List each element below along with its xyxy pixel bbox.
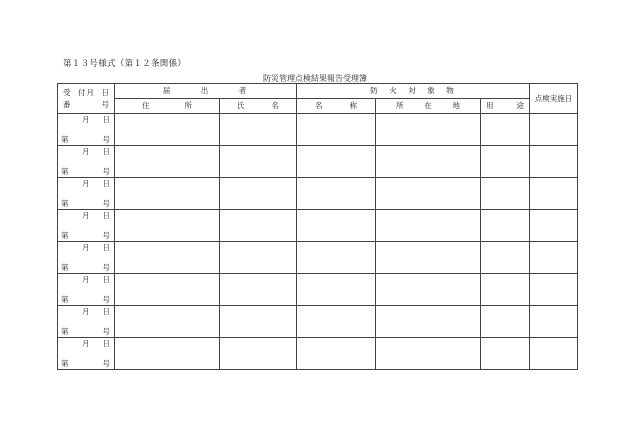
facility-name-cell[interactable] bbox=[297, 210, 376, 242]
reception-header-date: 月 日 bbox=[86, 88, 109, 97]
address-header: 住 所 bbox=[115, 99, 220, 114]
table-row bbox=[58, 114, 578, 146]
use-cell[interactable] bbox=[481, 306, 530, 338]
reception-date-cell: 月 日 第 号 bbox=[58, 306, 115, 338]
location-cell[interactable] bbox=[376, 114, 481, 146]
address-cell[interactable] bbox=[115, 274, 220, 306]
location-cell[interactable] bbox=[376, 210, 481, 242]
name-cell[interactable] bbox=[220, 146, 297, 178]
table-row bbox=[58, 146, 578, 178]
address-cell[interactable] bbox=[115, 178, 220, 210]
name-cell[interactable] bbox=[220, 274, 297, 306]
facility-name-cell[interactable] bbox=[297, 338, 376, 370]
facility-name-cell[interactable] bbox=[297, 242, 376, 274]
table-row bbox=[58, 210, 578, 242]
location-header: 所 在 地 bbox=[376, 99, 481, 114]
name-cell[interactable] bbox=[220, 306, 297, 338]
name-cell[interactable] bbox=[220, 114, 297, 146]
table-row bbox=[58, 338, 578, 370]
document-title: 防災管理点検結果報告受理簿 bbox=[263, 74, 367, 83]
name-cell[interactable] bbox=[220, 242, 297, 274]
reception-header-go: 号 bbox=[101, 99, 109, 109]
name-cell[interactable] bbox=[220, 338, 297, 370]
reception-date-cell: 月 日 第 号 bbox=[58, 242, 115, 274]
reception-header-number: 番 bbox=[63, 99, 71, 109]
use-cell[interactable] bbox=[481, 178, 530, 210]
inspection-date-cell[interactable] bbox=[530, 306, 578, 338]
address-cell[interactable] bbox=[115, 338, 220, 370]
table-row bbox=[58, 274, 578, 306]
reception-date-cell: 月 日 第 号 bbox=[58, 178, 115, 210]
form-number: 第１３号様式（第１２条関係） bbox=[63, 59, 187, 69]
name-cell[interactable] bbox=[220, 210, 297, 242]
table-row bbox=[58, 306, 578, 338]
location-cell[interactable] bbox=[376, 274, 481, 306]
use-cell[interactable] bbox=[481, 146, 530, 178]
inspection-date-cell[interactable] bbox=[530, 114, 578, 146]
use-cell[interactable] bbox=[481, 242, 530, 274]
reception-date-cell: 月 日 第 号 bbox=[58, 338, 115, 370]
location-cell[interactable] bbox=[376, 306, 481, 338]
reception-header-label: 受 付 bbox=[63, 88, 86, 97]
address-cell[interactable] bbox=[115, 306, 220, 338]
name-header: 氏 名 bbox=[220, 99, 297, 114]
facility-name-cell[interactable] bbox=[297, 146, 376, 178]
facility-name-cell[interactable] bbox=[297, 306, 376, 338]
inspection-date-header: 点検実施日 bbox=[530, 84, 578, 114]
inspection-date-cell[interactable] bbox=[530, 210, 578, 242]
facility-name-cell[interactable] bbox=[297, 114, 376, 146]
reception-date-cell: 月 日 第 号 bbox=[58, 114, 115, 146]
address-cell[interactable] bbox=[115, 210, 220, 242]
address-cell[interactable] bbox=[115, 146, 220, 178]
use-header: 用 途 bbox=[481, 99, 530, 114]
inspection-date-cell[interactable] bbox=[530, 242, 578, 274]
reception-header bbox=[58, 84, 115, 114]
use-cell[interactable] bbox=[481, 210, 530, 242]
location-cell[interactable] bbox=[376, 146, 481, 178]
notifier-group-header: 届 出 者 bbox=[115, 84, 297, 99]
target-group-header: 防 火 対 象 物 bbox=[297, 84, 530, 99]
inspection-date-cell[interactable] bbox=[530, 274, 578, 306]
table-row bbox=[58, 242, 578, 274]
reception-date-cell: 月 日 第 号 bbox=[58, 210, 115, 242]
inspection-date-cell[interactable] bbox=[530, 338, 578, 370]
address-cell[interactable] bbox=[115, 242, 220, 274]
facility-name-cell[interactable] bbox=[297, 178, 376, 210]
location-cell[interactable] bbox=[376, 338, 481, 370]
use-cell[interactable] bbox=[481, 114, 530, 146]
name-cell[interactable] bbox=[220, 178, 297, 210]
reception-date-cell: 月 日 第 号 bbox=[58, 274, 115, 306]
use-cell[interactable] bbox=[481, 274, 530, 306]
reception-date-cell: 月 日 第 号 bbox=[58, 146, 115, 178]
location-cell[interactable] bbox=[376, 242, 481, 274]
inspection-date-cell[interactable] bbox=[530, 178, 578, 210]
facility-name-header: 名 称 bbox=[297, 99, 376, 114]
facility-name-cell[interactable] bbox=[297, 274, 376, 306]
register-table bbox=[57, 83, 578, 370]
location-cell[interactable] bbox=[376, 178, 481, 210]
use-cell[interactable] bbox=[481, 338, 530, 370]
address-cell[interactable] bbox=[115, 114, 220, 146]
table-row bbox=[58, 178, 578, 210]
inspection-date-cell[interactable] bbox=[530, 146, 578, 178]
